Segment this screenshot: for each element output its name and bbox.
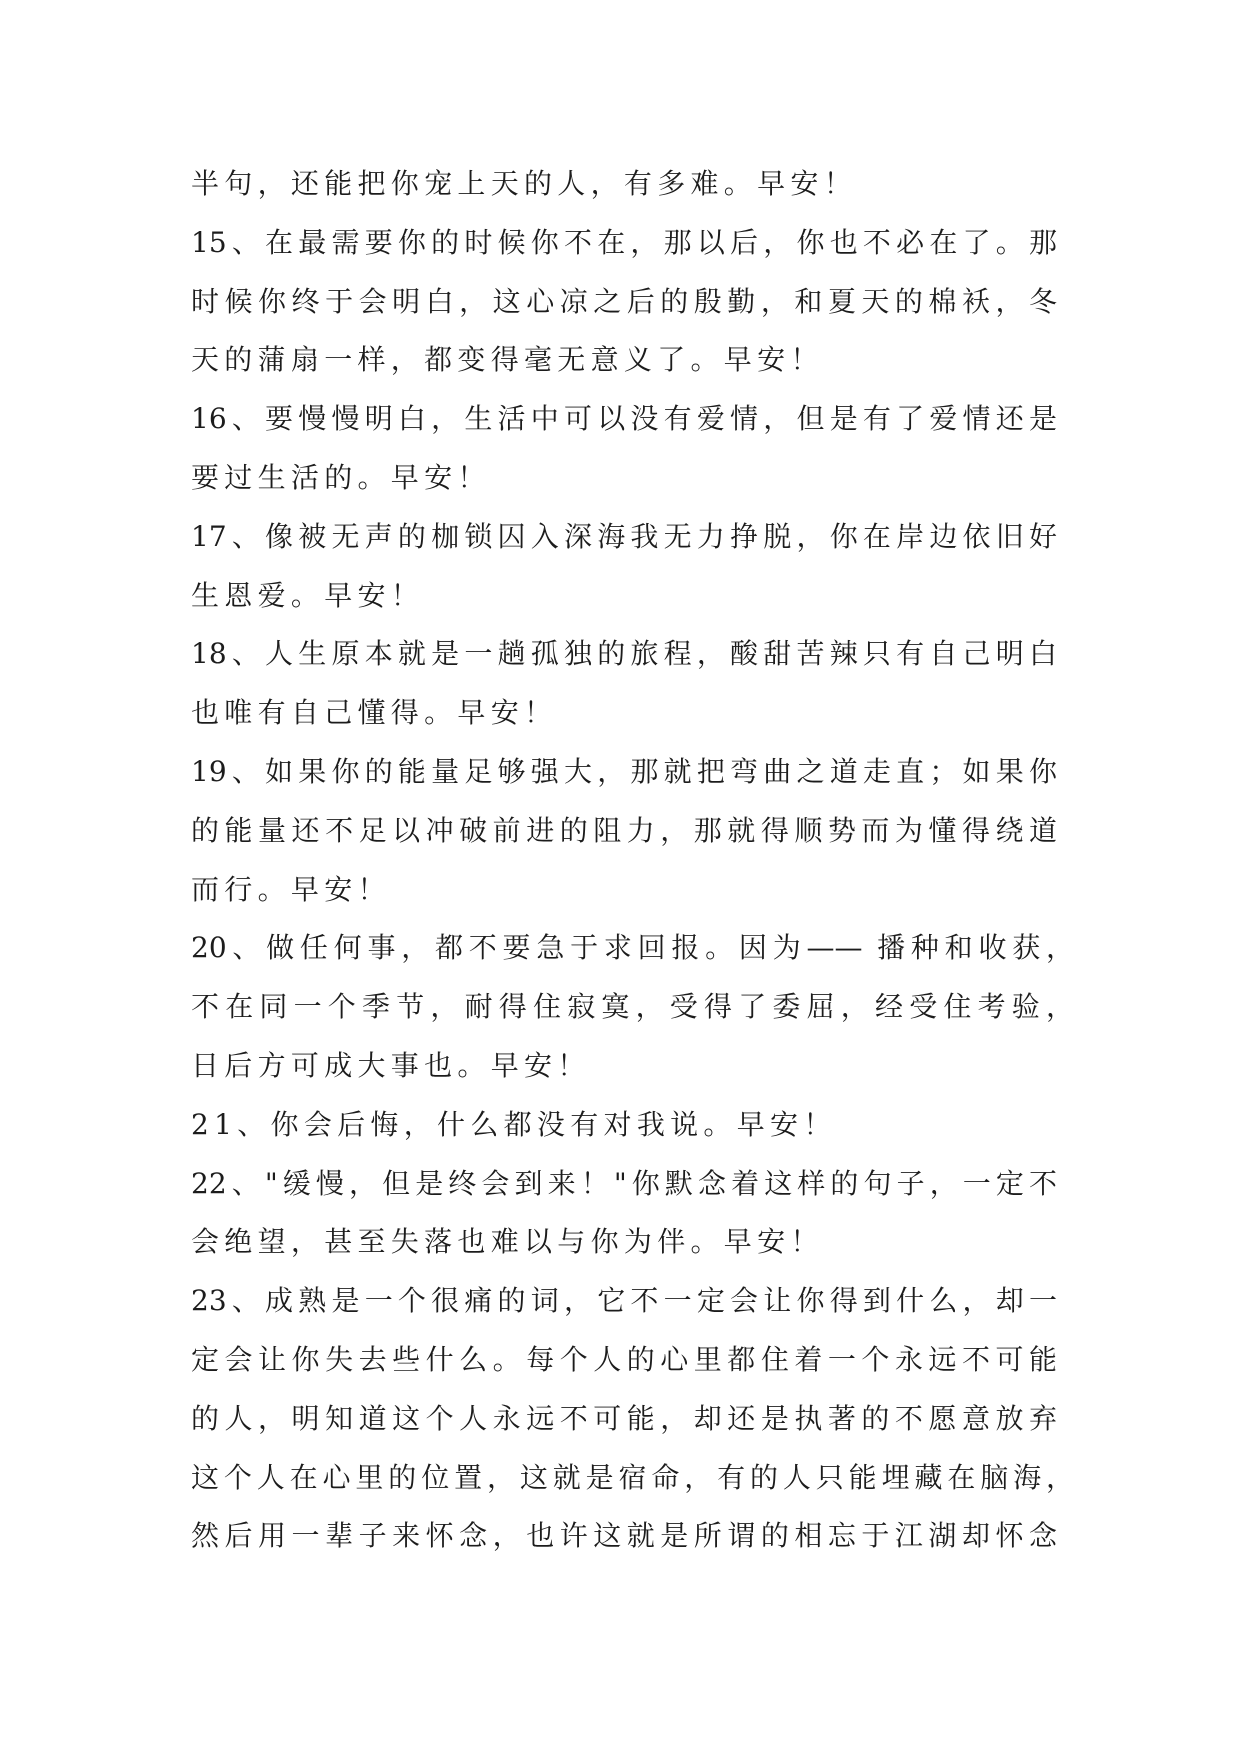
text-line: 日后方可成大事也。早安！ <box>191 1048 591 1082</box>
text-line: 的能量还不足以冲破前进的阻力，那就得顺势而为懂得绕道 <box>191 813 1057 847</box>
text-line: 也唯有自己懂得。早安！ <box>191 696 558 730</box>
text-line: 天的蒲扇一样，都变得毫无意义了。早安！ <box>191 343 824 377</box>
text-line: 生恩爱。早安！ <box>191 578 425 612</box>
text-line: 21、你会后悔，什么都没有对我说。早安！ <box>191 1107 837 1141</box>
text-line: 会绝望，甚至失落也难以与你为伴。早安！ <box>191 1225 824 1259</box>
text-line: 定会让你失去些什么。每个人的心里都住着一个永远不可能 <box>191 1342 1057 1376</box>
text-line: 22、"缓慢，但是终会到来！"你默念着这样的句子，一定不 <box>191 1166 1057 1200</box>
text-line: 要过生活的。早安！ <box>191 460 491 494</box>
text-line: 不在同一个季节，耐得住寂寞，受得了委屈，经受住考验， <box>191 990 1074 1024</box>
text-line: 23、成熟是一个很痛的词，它不一定会让你得到什么，却一 <box>191 1284 1057 1318</box>
text-line: 这个人在心里的位置，这就是宿命，有的人只能埋藏在脑海， <box>191 1460 1074 1494</box>
text-line: 17、像被无声的枷锁囚入深海我无力挣脱，你在岸边依旧好 <box>191 519 1057 553</box>
text-body <box>191 155 1081 1566</box>
text-line: 然后用一辈子来怀念，也许这就是所谓的相忘于江湖却怀念 <box>191 1519 1057 1553</box>
text-line: 时候你终于会明白，这心凉之后的殷勤，和夏天的棉袄，冬 <box>191 284 1057 318</box>
text-line: 而行。早安！ <box>191 872 391 906</box>
text-line: 18、人生原本就是一趟孤独的旅程，酸甜苦辣只有自己明白 <box>191 637 1057 671</box>
text-line: 15、在最需要你的时候你不在，那以后，你也不必在了。那 <box>191 225 1057 259</box>
text-line: 19、如果你的能量足够强大，那就把弯曲之道走直；如果你 <box>191 754 1057 788</box>
text-line: 的人，明知道这个人永远不可能，却还是执著的不愿意放弃 <box>191 1401 1057 1435</box>
text-line: 16、要慢慢明白，生活中可以没有爱情，但是有了爱情还是 <box>191 402 1057 436</box>
text-line: 半句，还能把你宠上天的人，有多难。早安！ <box>191 167 858 200</box>
text-line: 20、做任何事，都不要急于求回报。因为—— 播种和收获， <box>191 931 1074 965</box>
